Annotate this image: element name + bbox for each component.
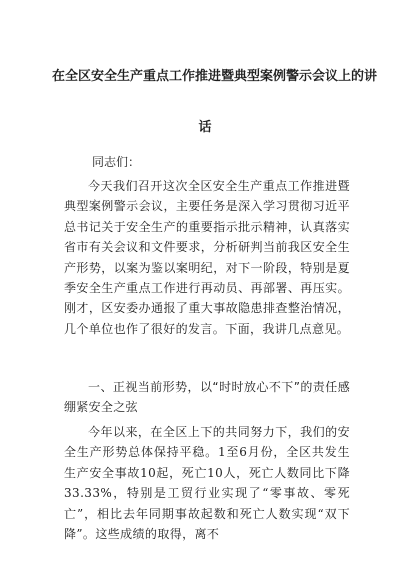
section-heading: 一、正视当前形势，以“时时放心不下”的责任感绷紧安全之弦 (64, 380, 350, 415)
paragraph-opening: 今天我们召开这次全区安全生产重点工作推进暨典型案例警示会议，主要任务是深入学习贯彻习近平总书记关于安全生产的重要指示批示精神，认真落实省市有关会议和文件要求，分析研判当前我区安全生产形势，以案为鉴以案明纪，对下一阶段，特别是夏季安全生产重点工作进行再动员、再部署、再压实。刚才，区安委办通报了重大事故隐患排查整治情况，几个单位也作了很好的发言。下面，我讲几点意见。 (64, 179, 350, 336)
document-title-line-1: 在全区安全生产重点工作推进暨典型案例警示会议上的讲 (52, 69, 378, 84)
paragraph-situation: 今年以来，在全区上下的共同努力下，我们的安全生产形势总体保持平稳。1至6月份，全区共发生生产安全事故10起，死亡10人，死亡人数同比下降33.33%，特别是工贸行业实现了“零事故、零死亡”，相比去年同期事故起数和死亡人数实现“双下降”。这些成绩的取得，离不 (64, 425, 350, 542)
greeting: 同志们： (92, 155, 141, 169)
document-title-line-2: 话 (198, 120, 212, 135)
